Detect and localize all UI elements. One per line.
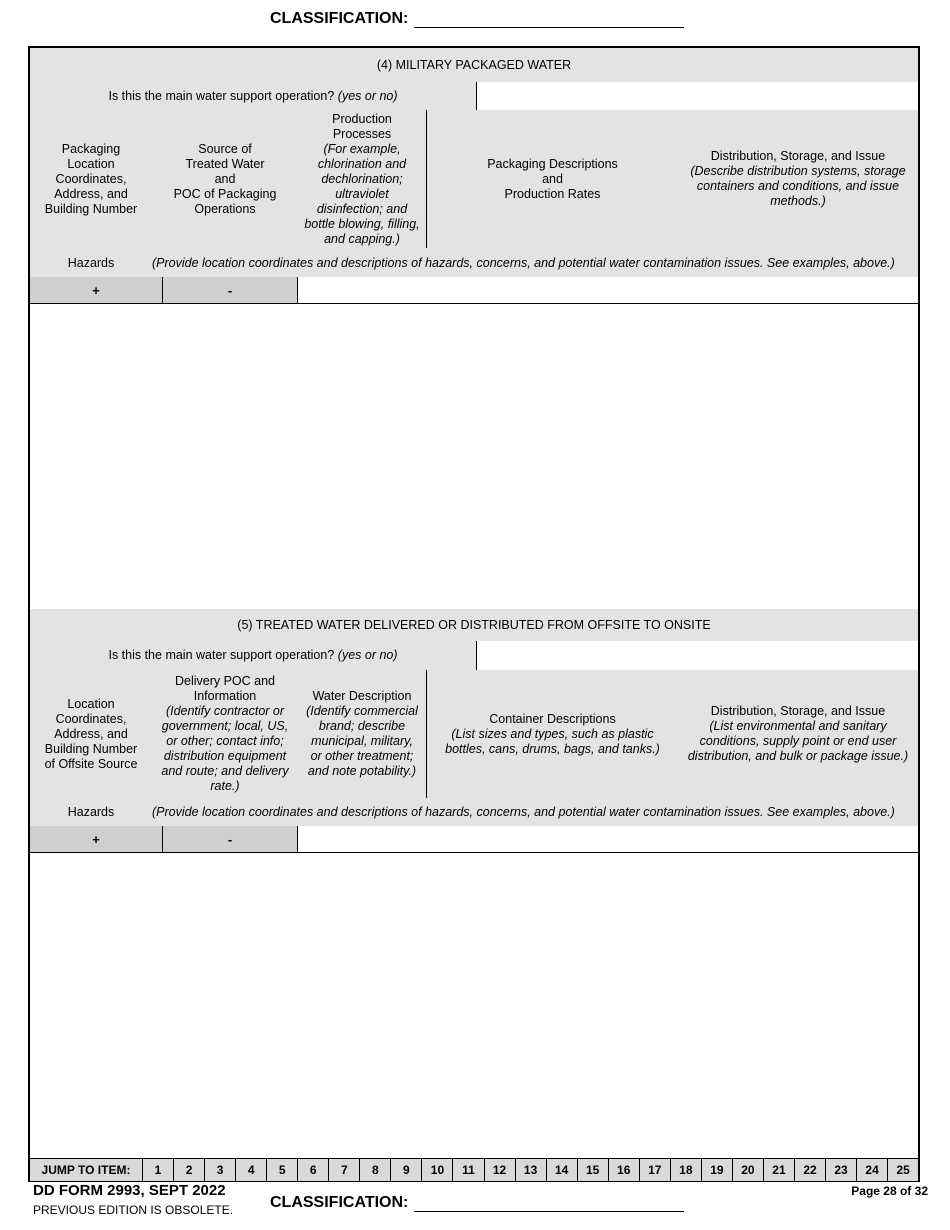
section5-title: (5) TREATED WATER DELIVERED OR DISTRIBUTED FROM OFFSITE TO ONSITE: [30, 609, 918, 641]
header-line: Coordinates,: [55, 711, 127, 726]
section5-col-water: [298, 670, 426, 798]
header-italic-line: (Identify contractor or: [165, 704, 285, 718]
header-line: Container Descriptions: [489, 711, 616, 726]
header-line: Delivery POC and: [174, 674, 276, 688]
section4-details-area[interactable]: [30, 304, 918, 609]
section4-hazards-row: [30, 248, 918, 277]
header-line: Packaging Descriptions: [487, 156, 618, 171]
section5-col-location: [30, 670, 152, 798]
classification-top: [270, 10, 684, 28]
header-line: Building Number: [44, 201, 138, 216]
header-italic-line: (Identify commercial: [306, 704, 418, 718]
header-italic-line: ultraviolet: [335, 186, 389, 201]
jump-item-12[interactable]: 12: [485, 1159, 516, 1181]
section4-hazards-note: (Provide location coordinates and descriptions of hazards, concerns, and potential water contamination issues. See examples, above.): [152, 255, 895, 270]
classification-line-bottom: [414, 1197, 684, 1212]
section5-question-hint: (yes or no): [337, 648, 398, 662]
header-italic-line: brand; describe: [318, 719, 406, 733]
section4-col-packaging: [427, 110, 678, 248]
header-italic-line: disinfection; and: [316, 201, 408, 216]
header-text: [45, 697, 138, 772]
jump-item-25[interactable]: 25: [896, 1163, 910, 1177]
header-italic-line: distribution, and bulk or package issue.): [687, 749, 909, 763]
header-text: [174, 142, 277, 217]
jump-item-21[interactable]: 21: [764, 1159, 795, 1181]
header-italic-line: (List sizes and types, such as plastic: [451, 726, 654, 741]
jump-item-7[interactable]: 7: [329, 1159, 360, 1181]
header-line: Distribution, Storage, and Issue: [710, 149, 886, 163]
jump-item-13[interactable]: 13: [516, 1159, 547, 1181]
header-line: Source of: [198, 141, 252, 156]
section5-hazard-cell: [298, 826, 918, 852]
header-text: [445, 712, 660, 757]
jump-item-1[interactable]: 1: [143, 1159, 174, 1181]
section5-col-container: [427, 670, 678, 798]
header-line: and: [214, 171, 236, 186]
section5-answer-cell: [477, 641, 918, 670]
section4-add-button[interactable]: +: [30, 277, 163, 303]
header-text: [306, 689, 418, 779]
footer-left: [33, 1182, 233, 1217]
section5-hazards-label: Hazards: [67, 805, 115, 819]
header-italic-line: chlorination and: [317, 156, 407, 171]
section5-hazard-input[interactable]: [298, 826, 918, 852]
section5-button-row: [30, 826, 918, 852]
header-text: [45, 142, 137, 217]
jump-item-18[interactable]: 18: [671, 1159, 702, 1181]
section5-col-distribution: [678, 670, 918, 798]
header-line: Water Description: [312, 689, 412, 703]
header-line: POC of Packaging: [173, 186, 277, 201]
jump-item-11[interactable]: 11: [453, 1159, 484, 1181]
jump-item-20[interactable]: 20: [733, 1159, 764, 1181]
header-line: Address, and: [54, 726, 128, 741]
header-text: [688, 704, 908, 764]
header-italic-line: (Describe distribution systems, storage: [690, 164, 906, 178]
header-italic-line: bottle blowing, filling,: [304, 216, 420, 231]
section4-title: (4) MILITARY PACKAGED WATER: [30, 48, 918, 82]
header-line: Address, and: [54, 186, 128, 201]
section5-details-area[interactable]: [30, 853, 918, 1158]
header-line: and: [542, 171, 563, 186]
header-line: Packaging: [61, 141, 121, 156]
header-line: Production Rates: [504, 186, 601, 201]
jump-item-2[interactable]: 2: [174, 1159, 205, 1181]
section4-question-hint: (yes or no): [337, 88, 398, 103]
header-line: Treated Water: [185, 156, 265, 171]
jump-item-24[interactable]: 24: [857, 1159, 888, 1181]
header-line: Location: [67, 696, 115, 711]
header-italic-line: bottles, cans, drums, bags, and tanks.): [445, 741, 660, 756]
header-italic-line: containers and conditions, and issue: [696, 179, 900, 193]
form-name: DD FORM 2993, SEPT 2022: [33, 1182, 226, 1199]
section4-col-source: [152, 110, 298, 248]
page-number: Page 28 of 32: [851, 1184, 928, 1198]
section4-answer-input[interactable]: [477, 82, 918, 110]
jump-item-14[interactable]: 14: [547, 1159, 578, 1181]
header-italic-line: and route; and delivery: [161, 764, 289, 778]
classification-bottom: [270, 1194, 684, 1212]
section5-question-text: Is this the main water support operation?: [108, 648, 335, 662]
header-text: [690, 149, 905, 209]
header-line: Operations: [194, 201, 256, 216]
jump-item-5[interactable]: 5: [267, 1159, 298, 1181]
section5-answer-input[interactable]: [477, 641, 918, 670]
header-italic-line: (For example,: [323, 141, 401, 156]
header-line: Location: [67, 156, 115, 171]
section4-remove-button[interactable]: -: [163, 277, 298, 303]
classification-label-bottom: CLASSIFICATION:: [270, 1194, 409, 1211]
header-line: Building Number: [44, 741, 138, 756]
header-line: Distribution, Storage, and Issue: [710, 704, 886, 718]
header-line: of Offsite Source: [44, 756, 138, 771]
header-line: Information: [193, 689, 257, 703]
header-italic-line: rate.): [210, 779, 240, 793]
header-italic-line: methods.): [770, 194, 826, 208]
jump-item-17[interactable]: 17: [640, 1159, 671, 1181]
section5-hazards-row: [30, 798, 918, 826]
jump-item-6[interactable]: 6: [298, 1159, 329, 1181]
jump-to-item-bar: [30, 1159, 918, 1181]
header-line: Production: [332, 111, 392, 126]
classification-label: CLASSIFICATION:: [270, 10, 409, 27]
header-line: Processes: [332, 126, 392, 141]
header-text: [161, 674, 288, 794]
header-italic-line: municipal, military,: [311, 734, 413, 748]
section4-question-text: Is this the main water support operation?: [108, 88, 335, 103]
section4-question: [30, 82, 476, 110]
section4-button-row: [30, 277, 918, 303]
section4-hazards-label: Hazards: [67, 255, 115, 270]
jump-item-16[interactable]: 16: [609, 1159, 640, 1181]
jump-item-9[interactable]: 9: [391, 1159, 422, 1181]
section4-answer-cell: [477, 82, 918, 110]
header-italic-line: distribution equipment: [163, 749, 287, 763]
jump-item-10[interactable]: 10: [422, 1159, 453, 1181]
jump-item-15[interactable]: 15: [578, 1159, 609, 1181]
header-italic-line: or other; contact info;: [166, 734, 284, 748]
header-italic-line: conditions, supply point or end user: [699, 734, 897, 748]
section5-hazards-note: (Provide location coordinates and descriptions of hazards, concerns, and potential water contamination issues. See examples, above.): [152, 805, 895, 819]
section4-col-distribution: [678, 110, 918, 248]
header-italic-line: dechlorination;: [321, 171, 403, 186]
header-italic-line: and note potability.): [307, 764, 417, 778]
section4-hazard-cell: [298, 277, 918, 303]
section5-add-button[interactable]: +: [30, 826, 163, 852]
header-italic-line: or other treatment;: [310, 749, 414, 763]
header-italic-line: and capping.): [324, 231, 400, 246]
section5-remove-button[interactable]: -: [163, 826, 298, 852]
jump-item-19[interactable]: 19: [702, 1159, 733, 1181]
jump-item-22[interactable]: 22: [795, 1159, 826, 1181]
jump-item-23[interactable]: 23: [826, 1159, 857, 1181]
header-italic-line: (List environmental and sanitary: [709, 719, 887, 733]
jump-item-8[interactable]: 8: [360, 1159, 391, 1181]
section4-col-location: [30, 110, 152, 248]
jump-label: JUMP TO ITEM:: [30, 1159, 143, 1181]
header-italic-line: government; local, US,: [161, 719, 289, 733]
header-line: Coordinates,: [55, 171, 127, 186]
form-frame: [28, 46, 920, 1182]
jump-item-3[interactable]: 3: [205, 1159, 236, 1181]
header-text: [304, 112, 419, 247]
section4-hazard-input[interactable]: [298, 277, 918, 303]
jump-item-4[interactable]: 4: [236, 1159, 267, 1181]
header-text: [487, 157, 618, 202]
section5-question: [30, 641, 476, 670]
section5-col-delivery: [152, 670, 298, 798]
section4-col-processes: [298, 110, 426, 248]
classification-line: [414, 13, 684, 28]
obsolete-notice: PREVIOUS EDITION IS OBSOLETE.: [33, 1203, 234, 1217]
